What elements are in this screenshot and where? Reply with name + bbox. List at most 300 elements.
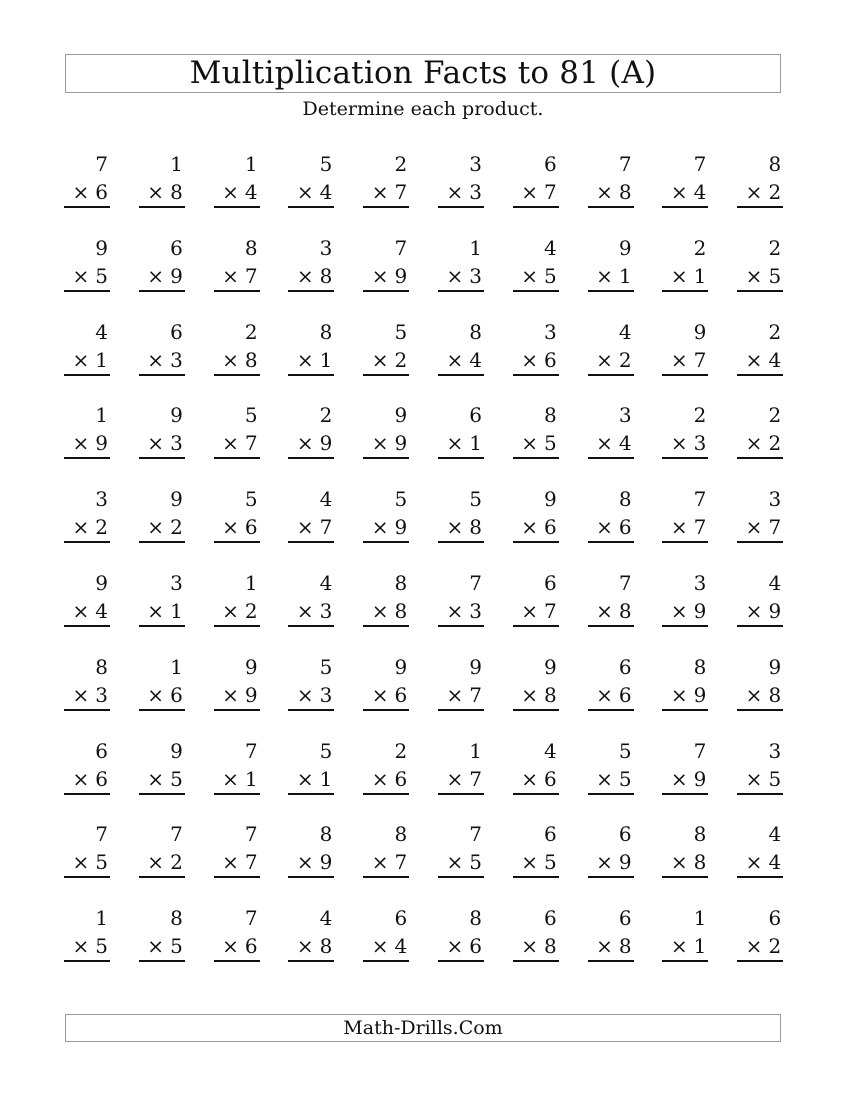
answer-line (737, 541, 783, 543)
multiplicand: 5 (319, 152, 333, 176)
times-sign: × (745, 850, 763, 875)
times-sign: × (147, 263, 165, 288)
multiplicand: 1 (170, 654, 183, 679)
answer-line (288, 793, 334, 795)
times-sign: × (371, 682, 389, 707)
multiplication-problem (214, 570, 260, 628)
multiplication-problem (662, 905, 708, 963)
multiplier-line (372, 347, 408, 373)
times-sign: × (222, 180, 239, 204)
multiplier-line (297, 179, 333, 205)
multiplier: 7 (244, 263, 258, 288)
multiplier: 3 (319, 598, 333, 623)
multiplication-problem (139, 151, 185, 209)
times-sign: × (596, 934, 613, 959)
times-sign: × (296, 180, 314, 204)
multiplier-line (222, 514, 258, 540)
multiplicand: 1 (170, 152, 183, 176)
times-sign: × (296, 347, 314, 372)
multiplier: 7 (693, 515, 707, 540)
times-sign: × (670, 850, 688, 875)
multiplier: 6 (170, 682, 183, 707)
problem-row (64, 235, 784, 319)
multiplier: 7 (319, 515, 333, 540)
multiplier-line (147, 347, 183, 373)
multiplication-problem (662, 151, 708, 209)
answer-line (139, 206, 185, 208)
answer-line (737, 457, 783, 459)
times-sign: × (147, 850, 165, 875)
answer-line (588, 290, 634, 292)
multiplier-line (73, 430, 109, 456)
multiplier-line (372, 933, 408, 959)
multiplicand: 4 (319, 906, 333, 931)
multiplier: 4 (768, 850, 782, 875)
answer-line (513, 793, 559, 795)
times-sign: × (222, 682, 239, 707)
answer-line (214, 960, 260, 962)
answer-line (363, 709, 409, 711)
times-sign: × (296, 263, 314, 288)
multiplier-line (297, 849, 333, 875)
multiplication-problem (363, 738, 409, 796)
answer-line (662, 374, 708, 376)
answer-line (288, 709, 334, 711)
multiplier-line (521, 849, 557, 875)
multiplicand: 5 (319, 654, 333, 679)
multiplicand: 6 (618, 654, 632, 679)
times-sign: × (72, 263, 90, 288)
times-sign: × (296, 934, 314, 959)
times-sign: × (596, 515, 613, 540)
answer-line (363, 960, 409, 962)
multiplier-line (73, 766, 109, 792)
multiplier-line (671, 263, 707, 289)
times-sign: × (596, 180, 613, 204)
multiplier: 4 (319, 180, 333, 204)
multiplier: 1 (693, 934, 707, 959)
multiplication-problem (438, 570, 484, 628)
multiplication-problem (139, 570, 185, 628)
answer-line (64, 793, 110, 795)
multiplicand: 1 (244, 570, 258, 595)
multiplier-line (222, 766, 258, 792)
times-sign: × (371, 347, 389, 372)
answer-line (64, 709, 110, 711)
times-sign: × (745, 766, 763, 791)
multiplier: 7 (394, 180, 408, 204)
multiplier-line (372, 263, 408, 289)
answer-line (363, 625, 409, 627)
multiplier-line (596, 598, 632, 624)
multiplier-line (446, 766, 482, 792)
multiplier-line (521, 347, 557, 373)
multiplier-line (222, 179, 258, 205)
multiplier: 7 (768, 515, 782, 540)
multiplicand: 9 (544, 487, 557, 512)
multiplier: 5 (768, 766, 782, 791)
times-sign: × (745, 515, 763, 540)
multiplicand: 3 (170, 570, 183, 595)
multiplier-line (521, 430, 557, 456)
multiplier: 8 (768, 682, 782, 707)
answer-line (513, 960, 559, 962)
multiplicand: 2 (244, 319, 258, 344)
multiplier: 9 (693, 766, 707, 791)
multiplier: 4 (768, 347, 782, 372)
multiplicand: 7 (693, 738, 707, 763)
multiplier: 6 (544, 347, 557, 372)
times-sign: × (72, 515, 90, 540)
multiplier: 2 (768, 180, 782, 204)
multiplier: 5 (544, 431, 557, 456)
multiplication-problem (438, 151, 484, 209)
multiplicand: 6 (170, 319, 183, 344)
times-sign: × (521, 850, 539, 875)
times-sign: × (596, 347, 613, 372)
multiplication-problem (288, 402, 334, 460)
multiplier: 5 (469, 850, 482, 875)
multiplicand: 7 (95, 152, 108, 176)
times-sign: × (596, 263, 613, 288)
multiplier: 6 (244, 515, 258, 540)
answer-line (588, 709, 634, 711)
times-sign: × (296, 850, 314, 875)
answer-line (363, 457, 409, 459)
multiplier-line (297, 263, 333, 289)
multiplicand: 9 (768, 654, 782, 679)
multiplier: 8 (618, 180, 632, 204)
multiplier: 6 (394, 682, 408, 707)
multiplier: 4 (618, 431, 632, 456)
multiplicand: 7 (244, 822, 258, 847)
times-sign: × (670, 515, 688, 540)
multiplier: 8 (544, 682, 557, 707)
problem-row (64, 905, 784, 989)
multiplication-problem (662, 570, 708, 628)
multiplication-problem (64, 235, 110, 293)
multiplier: 6 (544, 766, 557, 791)
times-sign: × (596, 682, 613, 707)
answer-line (588, 793, 634, 795)
times-sign: × (446, 515, 464, 540)
answer-line (214, 709, 260, 711)
answer-line (288, 206, 334, 208)
multiplication-problem (64, 654, 110, 712)
answer-line (214, 541, 260, 543)
answer-line (139, 457, 185, 459)
times-sign: × (446, 766, 464, 791)
multiplier: 9 (319, 850, 333, 875)
multiplier-line (73, 514, 109, 540)
problem-row (64, 570, 784, 654)
multiplication-problem (737, 821, 783, 879)
multiplicand: 2 (693, 235, 707, 260)
problem-row (64, 738, 784, 822)
multiplication-problem (737, 319, 783, 377)
multiplier: 1 (469, 431, 482, 456)
multiplicand: 8 (319, 319, 333, 344)
answer-line (288, 290, 334, 292)
times-sign: × (521, 180, 539, 204)
multiplicand: 9 (244, 654, 258, 679)
answer-line (139, 290, 185, 292)
times-sign: × (596, 766, 613, 791)
times-sign: × (371, 850, 389, 875)
multiplier-line (222, 598, 258, 624)
multiplication-problem (139, 821, 185, 879)
multiplier: 6 (544, 515, 557, 540)
times-sign: × (371, 598, 389, 623)
multiplicand: 8 (768, 152, 782, 176)
multiplier-line (746, 598, 782, 624)
multiplier: 6 (95, 180, 108, 204)
times-sign: × (296, 766, 314, 791)
multiplier: 8 (394, 598, 408, 623)
answer-line (64, 876, 110, 878)
multiplier-line (671, 849, 707, 875)
answer-line (214, 290, 260, 292)
multiplicand: 3 (693, 570, 707, 595)
answer-line (438, 876, 484, 878)
times-sign: × (72, 431, 90, 456)
multiplication-problem (588, 570, 634, 628)
answer-line (288, 457, 334, 459)
multiplier-line (446, 430, 482, 456)
multiplicand: 9 (95, 235, 108, 260)
multiplier-line (596, 514, 632, 540)
answer-line (737, 374, 783, 376)
multiplication-problem (214, 402, 260, 460)
answer-line (662, 625, 708, 627)
multiplicand: 9 (544, 654, 557, 679)
multiplier: 4 (394, 934, 408, 959)
times-sign: × (521, 682, 539, 707)
multiplier: 5 (170, 934, 183, 959)
answer-line (214, 876, 260, 878)
multiplication-problem (588, 402, 634, 460)
multiplier-line (596, 682, 632, 708)
multiplication-problem (139, 654, 185, 712)
multiplicand: 4 (768, 570, 782, 595)
multiplier-line (297, 430, 333, 456)
answer-line (588, 206, 634, 208)
answer-line (139, 960, 185, 962)
multiplier: 1 (170, 598, 183, 623)
times-sign: × (296, 682, 314, 707)
multiplicand: 7 (394, 235, 408, 260)
multiplicand: 9 (618, 235, 632, 260)
times-sign: × (745, 682, 763, 707)
multiplication-problem (438, 905, 484, 963)
answer-line (513, 206, 559, 208)
multiplicand: 6 (170, 235, 183, 260)
multiplier: 5 (95, 850, 108, 875)
multiplier: 2 (618, 347, 632, 372)
multiplier-line (446, 933, 482, 959)
answer-line (662, 960, 708, 962)
answer-line (288, 541, 334, 543)
multiplication-problem (288, 654, 334, 712)
multiplication-problem (363, 905, 409, 963)
times-sign: × (446, 934, 464, 959)
answer-line (438, 457, 484, 459)
multiplicand: 3 (469, 152, 482, 176)
multiplier: 6 (469, 934, 482, 959)
multiplier-line (147, 179, 183, 205)
multiplier: 8 (469, 515, 482, 540)
multiplicand: 6 (544, 906, 557, 931)
multiplier-line (596, 849, 632, 875)
multiplier: 2 (170, 515, 183, 540)
multiplicand: 7 (618, 570, 632, 595)
multiplicand: 4 (319, 570, 333, 595)
multiplier: 9 (244, 682, 258, 707)
multiplier: 7 (693, 347, 707, 372)
times-sign: × (670, 682, 688, 707)
multiplicand: 4 (768, 822, 782, 847)
multiplier: 2 (244, 598, 258, 623)
answer-line (438, 290, 484, 292)
multiplicand: 3 (95, 487, 108, 512)
multiplier: 4 (469, 347, 482, 372)
times-sign: × (296, 598, 314, 623)
multiplier-line (297, 933, 333, 959)
times-sign: × (745, 347, 763, 372)
multiplication-problem (363, 235, 409, 293)
multiplicand: 7 (693, 152, 707, 176)
multiplier: 7 (244, 431, 258, 456)
multiplier: 6 (394, 766, 408, 791)
times-sign: × (596, 598, 613, 623)
times-sign: × (446, 682, 464, 707)
multiplicand: 6 (768, 906, 782, 931)
multiplier-line (746, 263, 782, 289)
multiplication-problem (288, 319, 334, 377)
multiplicand: 3 (768, 738, 782, 763)
answer-line (64, 206, 110, 208)
multiplicand: 9 (394, 654, 408, 679)
multiplier-line (521, 682, 557, 708)
multiplicand: 7 (170, 822, 183, 847)
answer-line (737, 625, 783, 627)
answer-line (513, 709, 559, 711)
multiplier-line (147, 933, 183, 959)
multiplication-problem (363, 486, 409, 544)
multiplier-line (147, 598, 183, 624)
answer-line (438, 709, 484, 711)
multiplicand: 7 (244, 906, 258, 931)
answer-line (662, 793, 708, 795)
multiplier-line (372, 179, 408, 205)
multiplicand: 6 (618, 822, 632, 847)
multiplicand: 8 (394, 822, 408, 847)
answer-line (513, 876, 559, 878)
multiplier-line (222, 347, 258, 373)
multiplication-problem (139, 235, 185, 293)
times-sign: × (222, 934, 239, 959)
multiplication-problem (438, 821, 484, 879)
multiplier-line (297, 514, 333, 540)
multiplication-problem (288, 738, 334, 796)
answer-line (139, 793, 185, 795)
times-sign: × (147, 598, 165, 623)
multiplicand: 9 (693, 319, 707, 344)
multiplier-line (372, 598, 408, 624)
multiplier-line (147, 849, 183, 875)
times-sign: × (72, 850, 90, 875)
multiplication-problem (513, 151, 559, 209)
footer-brand: Math-Drills.Com (343, 1016, 503, 1039)
multiplication-problem (737, 235, 783, 293)
multiplicand: 6 (544, 570, 557, 595)
answer-line (662, 541, 708, 543)
multiplier-line (297, 598, 333, 624)
multiplication-problem (662, 319, 708, 377)
multiplier-line (446, 514, 482, 540)
answer-line (662, 709, 708, 711)
multiplicand: 4 (544, 738, 557, 763)
multiplication-problem (438, 235, 484, 293)
answer-line (438, 206, 484, 208)
multiplier-line (671, 598, 707, 624)
multiplicand: 4 (618, 319, 632, 344)
multiplication-problem (513, 319, 559, 377)
multiplicand: 8 (469, 319, 482, 344)
multiplication-problem (288, 486, 334, 544)
multiplier-line (372, 514, 408, 540)
times-sign: × (371, 431, 389, 456)
multiplier-line (372, 430, 408, 456)
multiplier-line (73, 347, 109, 373)
answer-line (363, 793, 409, 795)
times-sign: × (446, 850, 464, 875)
times-sign: × (222, 515, 239, 540)
multiplier: 8 (319, 263, 333, 288)
multiplier-line (521, 598, 557, 624)
multiplication-problem (737, 486, 783, 544)
multiplication-problem (64, 905, 110, 963)
multiplication-problem (737, 905, 783, 963)
times-sign: × (371, 766, 389, 791)
multiplication-problem (662, 821, 708, 879)
times-sign: × (147, 934, 165, 959)
times-sign: × (521, 598, 539, 623)
multiplier-line (297, 347, 333, 373)
multiplicand: 7 (618, 152, 632, 176)
multiplicand: 9 (170, 738, 183, 763)
answer-line (288, 960, 334, 962)
multiplication-problem (438, 486, 484, 544)
multiplier: 5 (95, 934, 108, 959)
multiplier: 9 (394, 263, 408, 288)
multiplier: 1 (244, 766, 258, 791)
answer-line (438, 374, 484, 376)
multiplicand: 8 (618, 487, 632, 512)
answer-line (214, 793, 260, 795)
multiplier: 7 (469, 682, 482, 707)
multiplication-problem (139, 905, 185, 963)
multiplication-problem (513, 654, 559, 712)
multiplier: 9 (768, 598, 782, 623)
multiplication-problem (214, 486, 260, 544)
times-sign: × (222, 263, 239, 288)
multiplicand: 9 (469, 654, 482, 679)
times-sign: × (72, 180, 90, 204)
multiplicand: 8 (693, 822, 707, 847)
multiplication-problem (662, 235, 708, 293)
answer-line (737, 290, 783, 292)
